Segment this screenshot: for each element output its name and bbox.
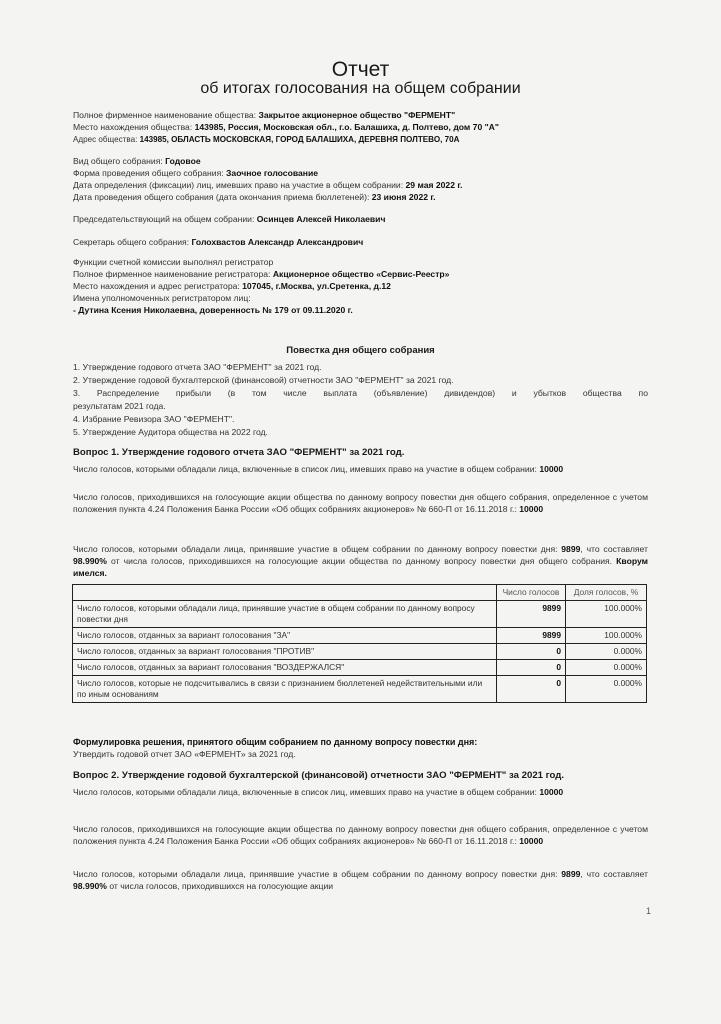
row-label: Число голосов, которые не подсчитывались в связи с признанием бюллетеней недействительными или по иным основаниям [73,676,497,703]
agenda-item: 1. Утверждение годового отчета ЗАО "ФЕРМЕНТ" за 2021 год. [73,362,322,372]
agenda-item: результатам 2021 года. [73,401,166,411]
info-line-authorized-person: - Дутина Ксения Николаевна, доверенность № 179 от 09.11.2020 г. [73,305,353,315]
q1-eligible-votes: Число голосов, которыми обладали лица, включенные в список лиц, имевших право на участие в общем собрании: 10000 [73,464,564,474]
row-votes: 0 [497,644,566,660]
table-row [73,660,647,676]
info-line-company: Полное фирменное наименование общества: Закрытое акционерное общество "ФЕРМЕНТ" [73,110,456,120]
report-subtitle: об итогах голосования на общем собрании [200,80,521,97]
agenda-item: 5. Утверждение Аудитора общества на 2022 год. [73,427,268,437]
row-share: 0.000% [566,660,647,676]
row-share: 100.000% [566,601,647,628]
row-label: Число голосов, отданных за вариант голосования "ВОЗДЕРЖАЛСЯ" [73,660,497,676]
page-number: 1 [645,906,651,916]
q1-voting-shares: Число голосов, приходившихся на голосующие акции общества по данному вопросу повестки дня общего собрания, определенное с учетом положения пункта 4.24 Положения Банка России «Об общих собраниях акционеров» № 660-П от 16.11.2018 г.: 10000 [73,492,648,514]
q2-voting-shares: Число голосов, приходившихся на голосующие акции общества по данному вопросу повестки дня общего собрания, определенное с учетом положения пункта 4.24 Положения Банка России «Об общих собраниях акционеров» № 660-П от 16.11.2018 г.: 10000 [73,824,648,846]
info-line-chairman: Председательствующий на общем собрании: Осинцев Алексей Николаевич [73,214,386,224]
question-1-title: Вопрос 1. Утверждение годового отчета ЗАО "ФЕРМЕНТ" за 2021 год. [73,447,405,458]
table-header-blank [73,585,497,601]
row-votes: 9899 [497,601,566,628]
table-row [73,676,647,703]
table-header-row [73,585,647,601]
q2-eligible-votes: Число голосов, которыми обладали лица, включенные в список лиц, имевших право на участие в общем собрании: 10000 [73,787,564,797]
table-header-share: Доля голосов, % [566,585,647,601]
row-votes: 0 [497,676,566,703]
info-line-record-date: Дата определения (фиксации) лиц, имевших право на участие в общем собрании: 29 мая 2022 г. [73,180,463,190]
q1-decision: Утвердить годовой отчет ЗАО «ФЕРМЕНТ» за 2021 год. [73,749,296,759]
table-header-votes: Число голосов [497,585,566,601]
info-line-authorized: Имена уполномоченных регистратором лиц: [73,293,251,303]
info-line-secretary: Секретарь общего собрания: Голохвастов Александр Александрович [73,237,364,247]
row-share: 0.000% [566,676,647,703]
table-row [73,644,647,660]
row-votes: 0 [497,660,566,676]
q1-participation: Число голосов, которыми обладали лица, принявшие участие в общем собрании по данному вопросу повестки дня: 9899, что составляет 98.990% от числа голосов, приходившихся на голосующие акции общества по данному вопросу повестки дня общего собрания. Кворум имелся. [73,544,648,578]
row-share: 0.000% [566,644,647,660]
question-2-title: Вопрос 2. Утверждение годовой бухгалтерской (финансовой) отчетности ЗАО "ФЕРМЕНТ" за 2021 год. [73,770,565,781]
info-line-meeting-type: Вид общего собрания: Годовое [73,156,201,166]
info-line-location: Место нахождения общества: 143985, Россия, Московская обл., г.о. Балашиха, д. Полтево, дом 70 "А" [73,122,499,132]
info-line-registrar: Полное фирменное наименование регистратора: Акционерное общество «Сервис-Реестр» [73,269,450,279]
row-label: Число голосов, которыми обладали лица, принявшие участие в общем собрании по данному вопросу повестки дня [73,601,497,628]
q1-decision-heading: Формулировка решения, принятого общим собранием по данному вопросу повестки дня: [73,737,478,747]
agenda-item: 3. Распределение прибыли (в том числе выплата (объявление) дивидендов) и убытков общества по [73,388,648,398]
q2-participation: Число голосов, которыми обладали лица, принявшие участие в общем собрании по данному вопросу повестки дня: 9899, что составляет 98.990% от числа голосов, приходившихся на голосующие акции [73,869,648,891]
agenda-item: 4. Избрание Ревизора ЗАО "ФЕРМЕНТ". [73,414,235,424]
info-line-meeting-date: Дата проведения общего собрания (дата окончания приема бюллетеней): 23 июня 2022 г. [73,192,436,202]
table-row [73,601,647,628]
row-votes: 9899 [497,628,566,644]
info-line-address: Адрес общества: 143985, ОБЛАСТЬ МОСКОВСКАЯ, ГОРОД БАЛАШИХА, ДЕРЕВНЯ ПОЛТЕВО, 70А [73,135,460,144]
table-row [73,628,647,644]
report-title: Отчет [331,58,390,81]
q1-results-table [72,584,647,703]
row-label: Число голосов, отданных за вариант голосования "ПРОТИВ" [73,644,497,660]
info-line-registrar-address: Место нахождения и адрес регистратора: 107045, г.Москва, ул.Сретенка, д.12 [73,281,391,291]
row-share: 100.000% [566,628,647,644]
agenda-heading: Повестка дня общего собрания [286,345,435,356]
info-line-counting: Функции счетной комиссии выполнял регистратор [73,257,274,267]
info-line-meeting-form: Форма проведения общего собрания: Заочное голосование [73,168,319,178]
row-label: Число голосов, отданных за вариант голосования "ЗА" [73,628,497,644]
agenda-item: 2. Утверждение годовой бухгалтерской (финансовой) отчетности ЗАО "ФЕРМЕНТ" за 2021 год. [73,375,454,385]
